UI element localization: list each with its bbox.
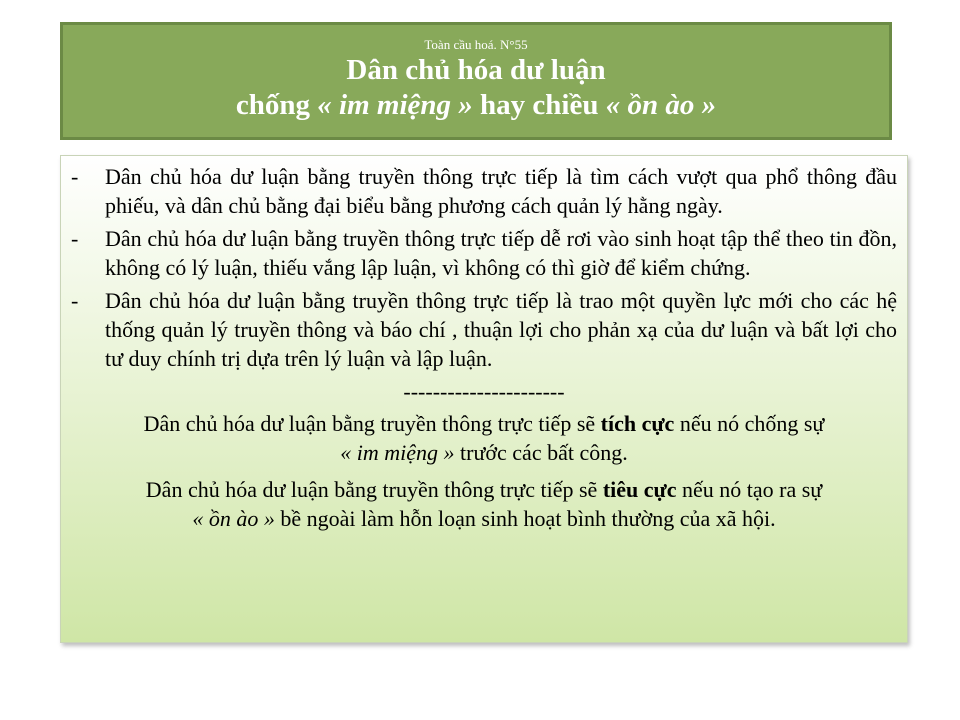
conclusion-text: bề ngoài làm hỗn loạn sinh hoạt bình thường của xã hội. [274,506,776,531]
separator-line: ---------------------- [403,379,565,404]
conclusion-text: nếu nó tạo ra sự [676,477,823,502]
conclusion-positive [71,409,897,467]
conclusion-text: nếu nó chống sự [674,411,825,436]
conclusion-negative [71,475,897,533]
keyword-tich-cuc: tích cực [600,411,675,436]
conclusion-text: Dân chủ hóa dư luận bằng truyền thông trực tiếp sẽ [143,411,601,436]
title-em-im-mieng: « im miệng » [317,89,473,121]
slide-title-box [60,22,892,140]
bullet-item [71,286,897,373]
bullet-item [71,162,897,220]
conclusion-positive-line2 [71,438,897,467]
bullet-text: Dân chủ hóa dư luận bằng truyền thông trực tiếp là trao một quyền lực mới cho các hệ thống quản lý truyền thông và báo chí , thuận lợi cho phản xạ của dư luận và bất lợi cho tư duy chính trị dựa trên lý luận và lập luận. [105,288,897,371]
title-line2-mid: hay chiều [472,89,606,121]
bullet-dash: - [71,164,79,189]
conclusion-positive-line1 [71,409,897,438]
bullet-text: Dân chủ hóa dư luận bằng truyền thông trực tiếp là tìm cách vượt qua phổ thông đầu phiếu, và dân chủ bằng đại biểu bằng phương cách quản lý hằng ngày. [105,164,897,218]
title-line2-pre: chống [235,89,318,121]
bullet-text: Dân chủ hóa dư luận bằng truyền thông trực tiếp dễ rơi vào sinh hoạt tập thể theo tin đồn, không có lý luận, thiếu vắng lập luận, vì không có thì giờ để kiểm chứng. [105,226,897,280]
bullet-dash: - [71,288,79,313]
em-on-ao: « ồn ào » [192,506,275,531]
bullet-dash: - [71,226,79,251]
conclusion-text: Dân chủ hóa dư luận bằng truyền thông trực tiếp sẽ [145,477,603,502]
keyword-tieu-cuc: tiêu cực [602,477,677,502]
series-label: Toàn cầu hoá. N°55 [424,37,528,52]
slide-title-line2 [63,88,889,123]
conclusion-negative-line1 [71,475,897,504]
conclusion-negative-line2 [71,504,897,533]
title-em-on-ao: « ồn ào » [605,89,717,121]
content-box [60,155,908,643]
slide-title-line1: Dân chủ hóa dư luận [346,54,606,86]
conclusion-text: trước các bất công. [454,440,628,465]
em-im-mieng: « im miệng » [340,440,455,465]
bullet-item [71,224,897,282]
